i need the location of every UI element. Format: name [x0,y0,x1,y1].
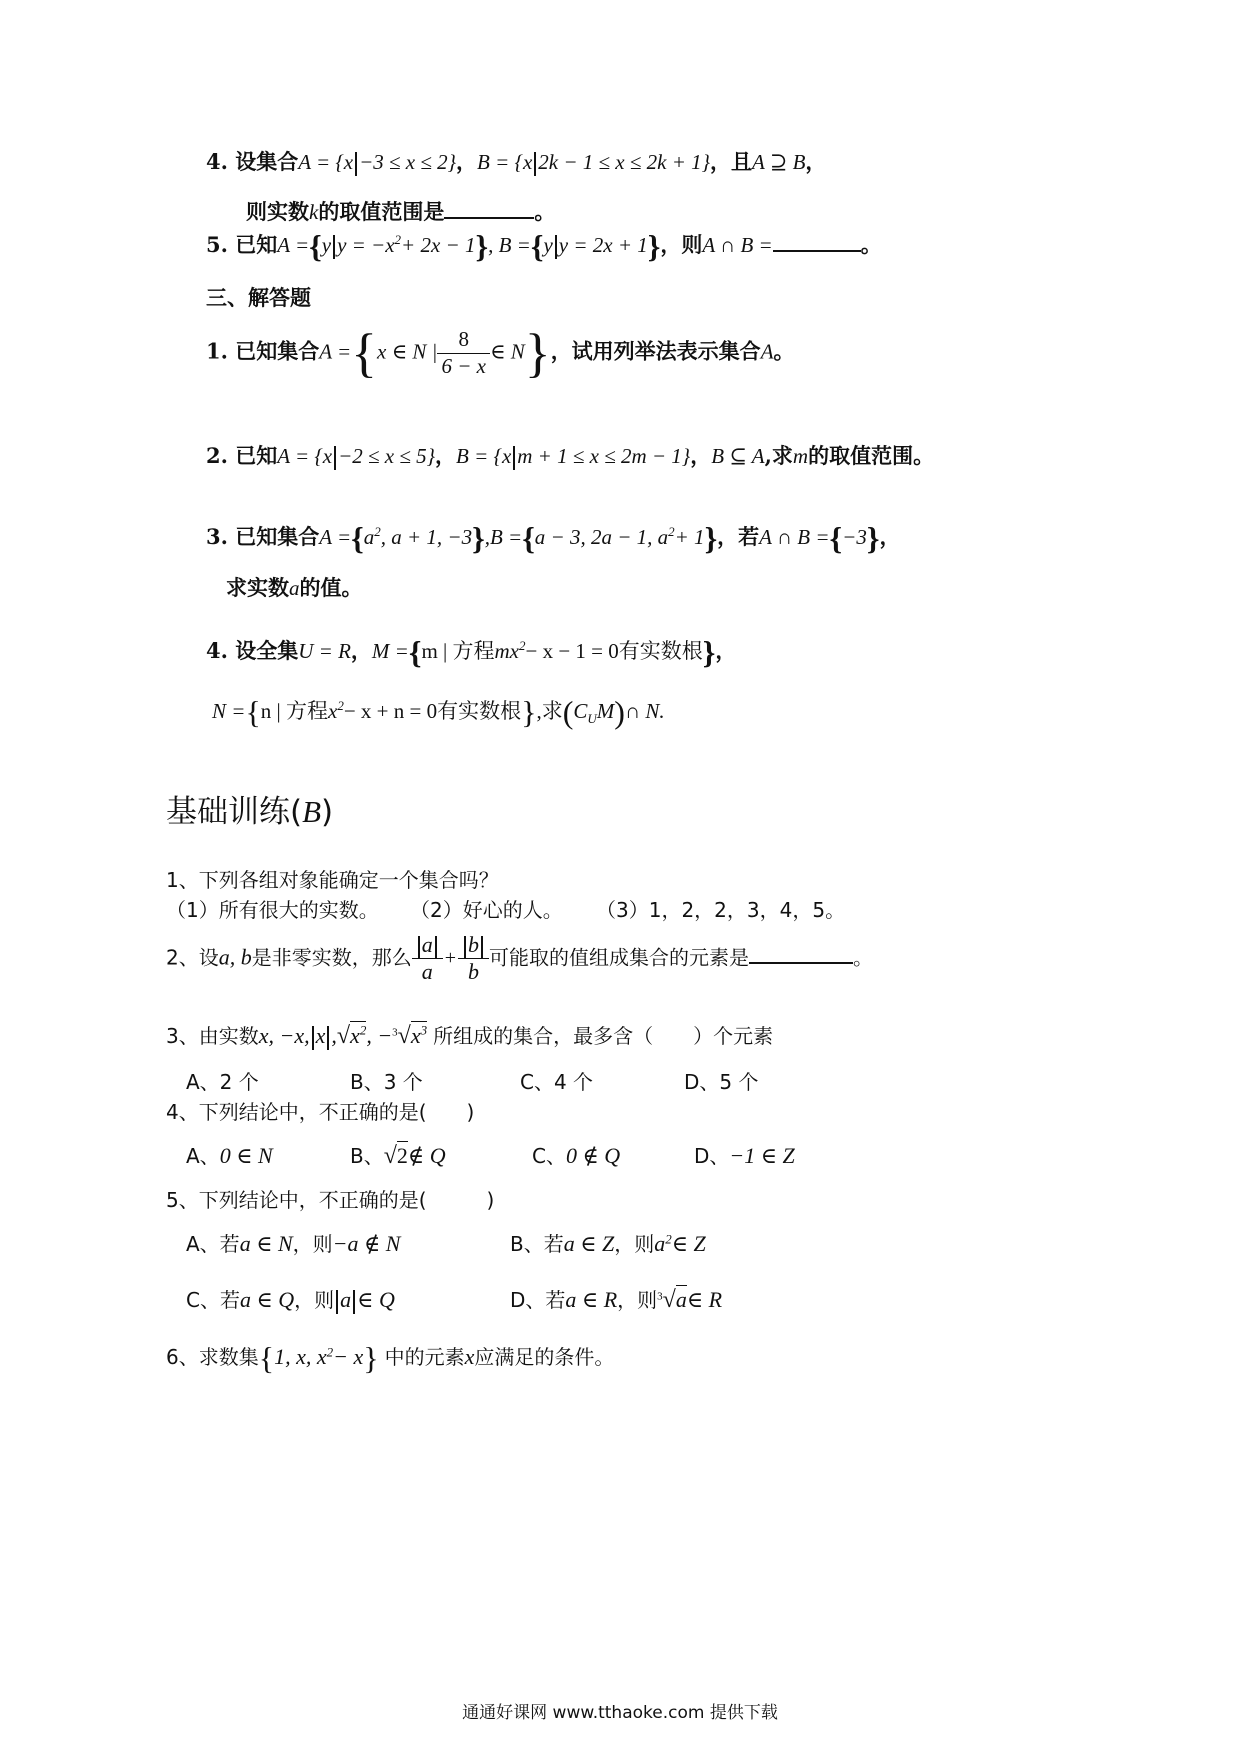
right-brace: } [647,228,661,264]
fraction-abs-a-over-a: $\frac{a}{a}$ [412,932,443,986]
question-number: 3. [206,524,228,549]
b-question-3: 3、由实数x, −x, x $,√x^2$, $-^3√x^3$ 所组成的集合，最多含（ ）个元素 [166,1022,774,1049]
b-question-6: 6、求数集{1, x, $x^2- x$} 中的元素x应满足的条件。 [166,1340,615,1376]
section-heading-answers: 三、解答题 [206,285,311,310]
answer-question-3: 3. 已知集合$A =\{a^2$, a + 1, −3},B ={a − 3, 2a − 1, $a^2+ 1$}，若A ∩ B ={−3}， [206,520,901,556]
question-number: 1. [206,338,228,364]
set-a-expr: A = {x [298,150,354,174]
option-1: （1）所有很大的实数。 [166,898,379,922]
left-brace: { [351,520,364,556]
question-number: 4. [206,638,228,663]
left-brace: { [522,520,535,556]
set-separator [355,152,357,176]
option-b: B、3 个 [350,1070,423,1094]
left-brace: { [408,634,422,670]
answer-blank [749,942,853,964]
answer-blank [444,197,534,219]
right-brace: } [524,323,551,383]
right-brace: } [704,520,718,556]
answer-question-4-line2: N ={n | 方程$x^2- x + n = 0$有实数根},求$(C_UM)\cap$ N. [212,694,665,730]
left-brace: { [351,323,378,383]
question-number: 5. [206,232,228,257]
question-number: 4. [206,149,228,174]
right-brace: } [702,634,716,670]
b-question-5-option-c: C、若a ∈ Q，则 a ∈ Q [186,1287,395,1312]
set-separator [534,152,536,176]
b-question-5-option-a: A、若a ∈ N，则−a ∉ N [186,1231,401,1256]
fraction-abs-b-over-b: $\frac{b}{b}$ [458,932,489,986]
option-2: （2）好心的人。 [410,898,563,922]
option-d: D、−1 ∈ Z [694,1143,795,1168]
right-brace: } [521,694,537,730]
b-question-4-options [186,1140,886,1169]
answer-question-4: 4. 设全集U = R，M ={m | 方程$mx^2- x - 1 = 0$有实数根}， [206,634,737,670]
set-b-expr: B = {x [477,150,533,174]
b-question-5: 5、下列结论中，不正确的是( ) [166,1188,495,1212]
answer-question-2: 2. 已知A = {x −2 ≤ x ≤ 5}，B = {x m + 1 ≤ x ≤ 2m − 1}，B ⊆ A,求m的取值范围。 [206,443,935,468]
answer-question-1: 1. 已知集合A ={x ∈ N | $\frac{8}{6 - x}$ ∈ N}，试用列举法表示集合A。 [206,323,795,383]
left-brace: { [258,1340,275,1376]
left-brace: { [245,694,261,730]
left-brace: { [309,228,322,264]
question-number: 2. [206,443,228,468]
b-question-1-options [166,894,846,923]
option-3: （3）1，2，2，3，4，5。 [596,898,846,922]
fraction: $\frac{8}{6 - x}$ [437,327,490,378]
option-c: C、0 ∉ Q [532,1143,621,1168]
b-question-1: 1、下列各组对象能确定一个集合吗？ [166,868,499,892]
b-question-5-option-b: B、若a ∈ Z，则$a^2\in$ Z [510,1231,706,1256]
option-b: B、√2∉ Q [350,1143,446,1169]
b-question-4: 4、下列结论中，不正确的是( ) [166,1100,475,1124]
fill-question-4-line2: 则实数k的取值范围是 。 [246,199,556,224]
b-question-3-options [186,1066,886,1095]
left-brace: { [530,228,544,264]
answer-question-3-line2: 求实数a的值。 [226,575,363,600]
option-c: C、4 个 [520,1070,594,1094]
option-d: D、5 个 [684,1070,759,1094]
b-question-2: 2、设a, b是非零实数，那么 $\frac{a}{a}$ + $\frac{b}{b}$ 可能取的值组成集合的元素是 。 [166,932,874,985]
answer-blank [773,230,861,252]
right-brace: } [472,520,485,556]
fill-question-4: 4. 设集合A = {x −3 ≤ x ≤ 2}，B = {x 2k − 1 ≤ x ≤ 2k + 1}，且A ⊇ B， [206,149,827,174]
right-brace: } [866,520,880,556]
left-brace: { [829,520,843,556]
page-footer: 通通好课网 www.tthaoke.com 提供下载 [462,1703,778,1723]
right-brace: } [475,228,489,264]
fill-question-5: 5. 已知A ={y $y = -x^2+ 2x - 1$}, B ={y y = 2x + 1}，则A ∩ B = 。 [206,228,882,264]
sqrt-symbol: √ [336,1023,351,1049]
right-brace: } [363,1340,379,1376]
cube-root-symbol: √ [397,1023,411,1049]
b-question-5-option-d: D、若a ∈ R，则$^3$√a∈ R [510,1287,723,1313]
option-a: A、0 ∈ N [186,1143,273,1168]
option-a: A、2 个 [186,1070,259,1094]
section-heading-basic-training-b: 基础训练(B) [166,794,334,830]
